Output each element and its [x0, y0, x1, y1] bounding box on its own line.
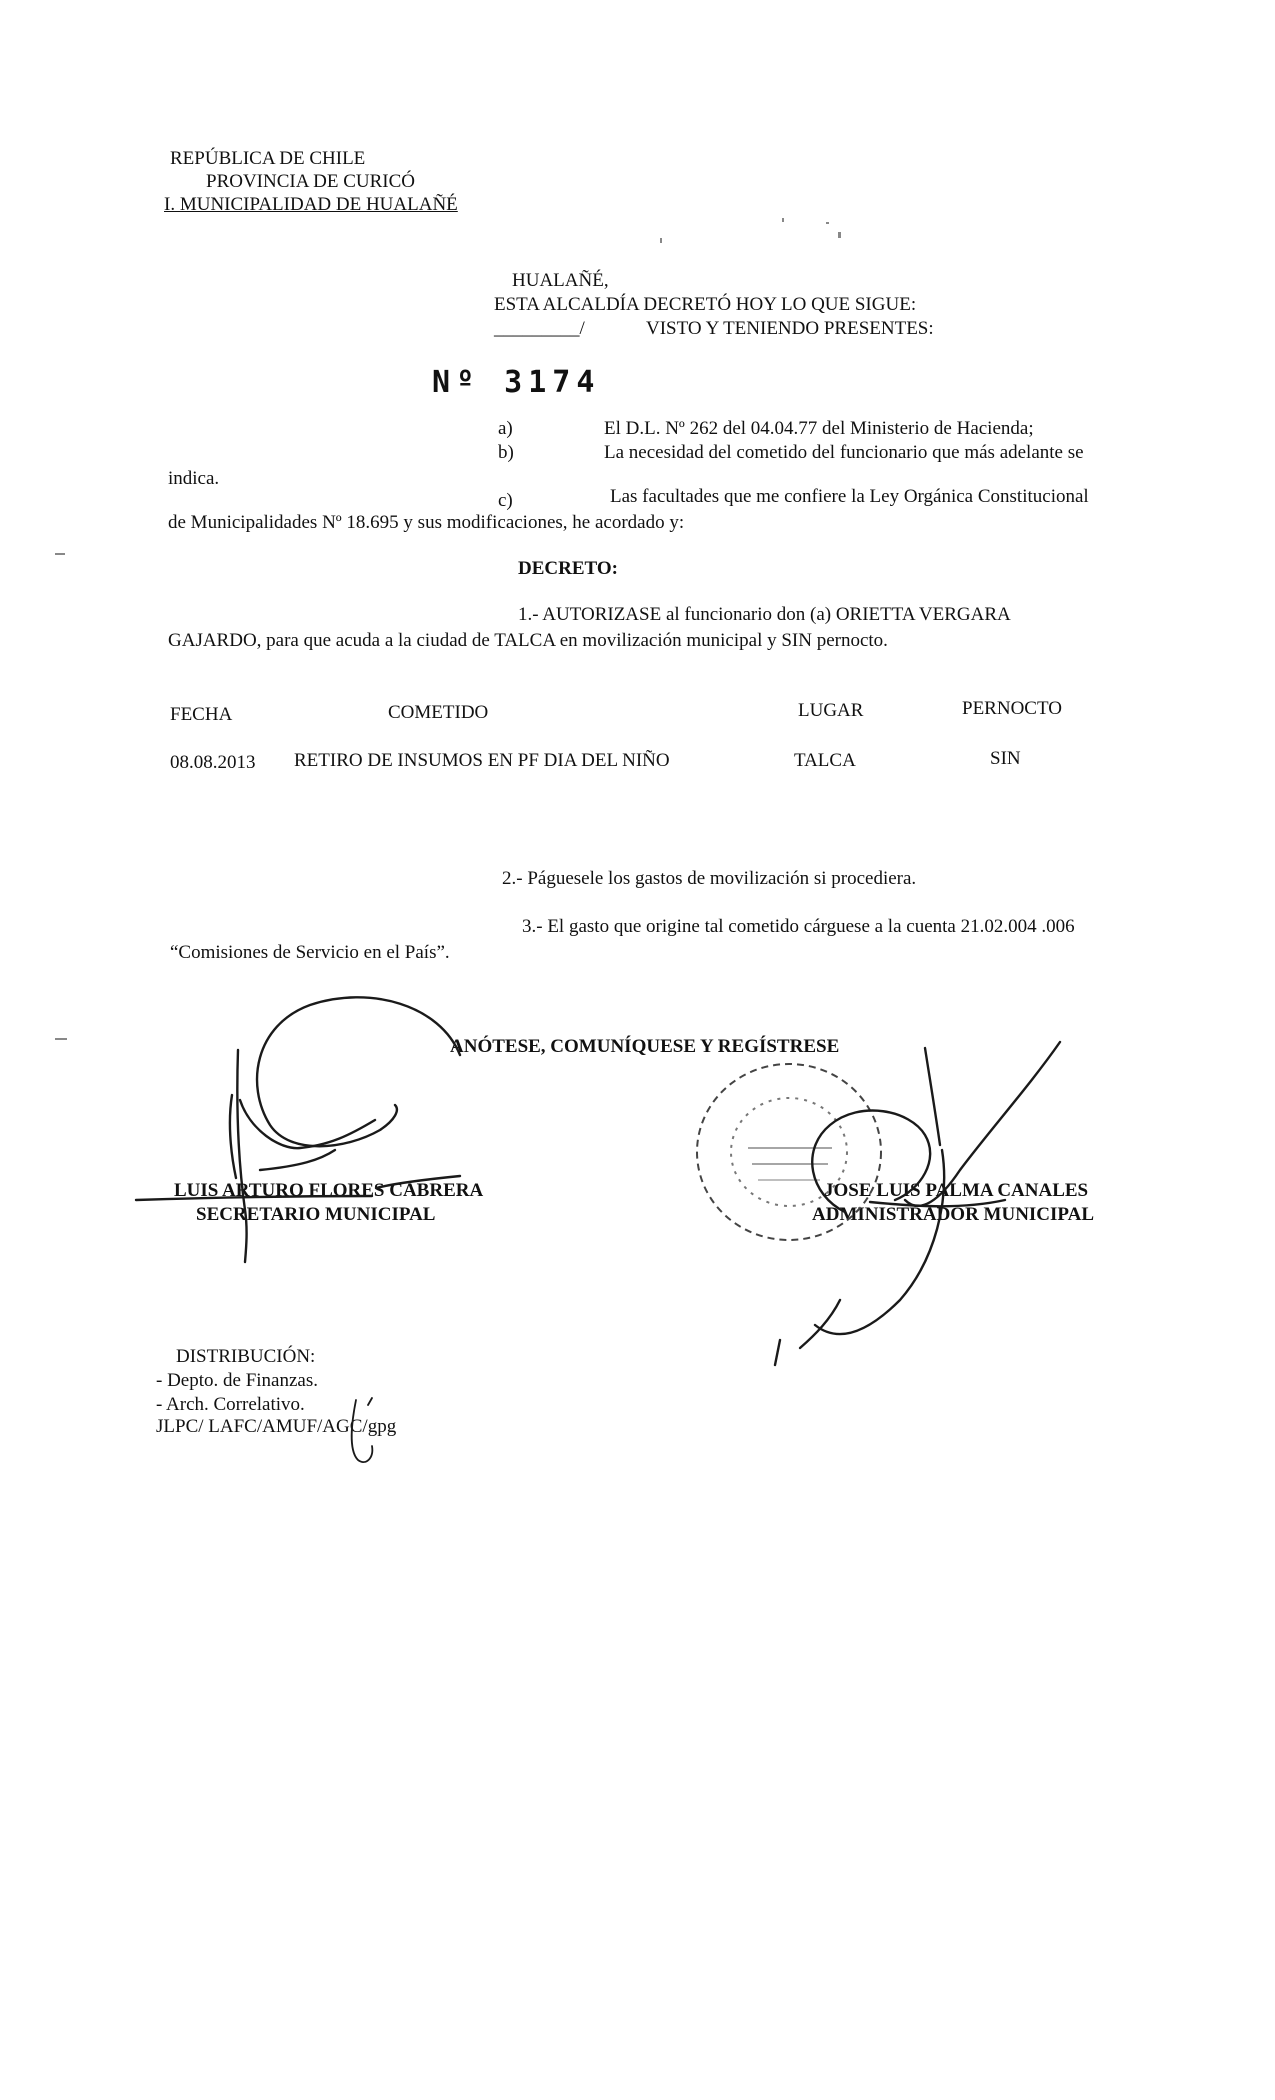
table-cell-lugar: TALCA	[794, 750, 856, 771]
distribution-item-finanzas: - Depto. de Finanzas.	[156, 1370, 318, 1391]
item3-line2: “Comisiones de Servicio en el País”.	[170, 942, 450, 963]
table-header-fecha: FECHA	[170, 704, 233, 725]
item2: 2.- Páguesele los gastos de movilización si procediera.	[502, 868, 917, 889]
table-header-pernocto: PERNOCTO	[962, 698, 1062, 719]
letterhead-republic: REPÚBLICA DE CHILE	[170, 148, 366, 169]
decreto-heading: DECRETO:	[518, 558, 618, 579]
table-header-cometido: COMETIDO	[388, 702, 489, 723]
consideration-c-continuation: de Municipalidades Nº 18.695 y sus modificaciones, he acordado y:	[168, 512, 685, 533]
decree-number-stamp: Nº 3174	[432, 365, 601, 400]
item1-line1: 1.- AUTORIZASE al funcionario don (a) ORIETTA VERGARA	[518, 604, 1011, 625]
consideration-b-letter: b)	[498, 442, 514, 463]
right-signatory-name: JOSE LUIS PALMA CANALES	[824, 1180, 1089, 1201]
consideration-b-text: La necesidad del cometido del funcionario que más adelante se	[604, 442, 1084, 463]
item3-line1: 3.- El gasto que origine tal cometido cárguese a la cuenta 21.02.004 .006	[522, 916, 1075, 937]
consideration-b-continuation: indica.	[168, 468, 220, 489]
table-cell-cometido: RETIRO DE INSUMOS EN PF DIA DEL NIÑO	[294, 750, 670, 771]
consideration-a-letter: a)	[498, 418, 513, 439]
left-signatory-title: SECRETARIO MUNICIPAL	[196, 1204, 436, 1225]
blank-line: _________/	[494, 318, 585, 339]
table-cell-pernocto: SIN	[990, 748, 1021, 769]
letterhead-municipality: I. MUNICIPALIDAD DE HUALAÑÉ	[164, 194, 458, 215]
right-signatory-title: ADMINISTRADOR MUNICIPAL	[812, 1204, 1095, 1225]
item1-line2: GAJARDO, para que acuda a la ciudad de TALCA en movilización municipal y SIN pernocto.	[168, 630, 888, 651]
distribution-heading: DISTRIBUCIÓN:	[176, 1346, 316, 1367]
distribution-initials: JLPC/ LAFC/AMUF/AGC/gpg	[156, 1416, 397, 1437]
left-signatory-name: LUIS ARTURO FLORES CABRERA	[174, 1180, 484, 1201]
table-cell-fecha: 08.08.2013	[170, 752, 256, 773]
visto-heading: VISTO Y TENIENDO PRESENTES:	[646, 318, 934, 339]
closing-formula: ANÓTESE, COMUNÍQUESE Y REGÍSTRESE	[450, 1036, 840, 1057]
letterhead-province: PROVINCIA DE CURICÓ	[206, 171, 416, 192]
consideration-c-letter: c)	[498, 490, 513, 511]
consideration-c-text: Las facultades que me confiere la Ley Orgánica Constitucional	[610, 486, 1089, 507]
table-header-lugar: LUGAR	[798, 700, 864, 721]
declaration: ESTA ALCALDÍA DECRETÓ HOY LO QUE SIGUE:	[494, 294, 917, 315]
consideration-a-text: El D.L. Nº 262 del 04.04.77 del Ministerio de Hacienda;	[604, 418, 1034, 439]
distribution-item-archivo: - Arch. Correlativo.	[156, 1394, 305, 1415]
city: HUALAÑÉ,	[512, 270, 609, 291]
